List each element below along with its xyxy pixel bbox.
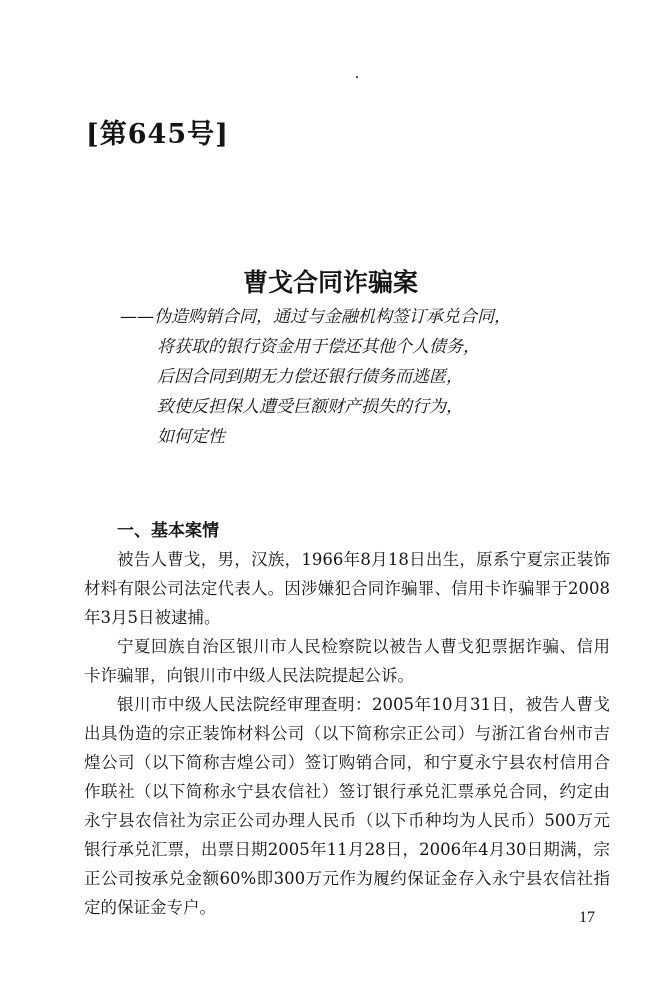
subtitle-line: ——伪造购销合同，通过与金融机构签订承兑合同，	[120, 307, 511, 327]
case-number: [第645号]	[86, 119, 229, 150]
paragraph: 被告人曹戈，男，汉族，1966年8月18日出生，原系宁夏宗正装饰材料有限公司法定代表人。因涉嫌犯合同诈骗罪、信用卡诈骗罪于2008年3月5日被逮捕。	[84, 550, 610, 627]
subtitle-line: 后因合同到期无力偿还银行债务而逃匿，	[157, 367, 463, 387]
subtitle-line: 将获取的银行资金用于偿还其他个人债务，	[157, 337, 480, 357]
paragraph: 宁夏回族自治区银川市人民检察院以被告人曹戈犯票据诈骗、信用卡诈骗罪，向银川市中级人民法院提起公诉。	[84, 637, 610, 685]
paragraph: 银川市中级人民法院经审理查明：2005年10月31日，被告人曹戈出具伪造的宗正装饰材料公司（以下简称宗正公司）与浙江省台州市吉煌公司（以下简称吉煌公司）签订购销合同，和宁夏永宁县农村信用合作联社（以下简称永宁县农信社）签订银行承兑汇票承兑合同，约定由永宁县农信社为宗正公司办理人民币（以下币种均为人民币）500万元银行承兑汇票，出票日期2005年11月28日，2006年4月30日期满，宗正公司按承兑金额60%即300万元作为履约保证金存入永宁县农信社指定的保证金专户。	[84, 695, 610, 917]
decorative-dot	[356, 76, 358, 78]
subtitle-line: 致使反担保人遭受巨额财产损失的行为，	[157, 397, 463, 417]
section-heading: 一、基本案情	[117, 521, 219, 541]
case-title: 曹戈合同诈骗案	[242, 268, 418, 297]
body-text	[84, 545, 610, 922]
case-subtitle	[120, 302, 511, 452]
subtitle-line: 如何定性	[157, 427, 225, 447]
page-number: 17	[579, 909, 595, 926]
